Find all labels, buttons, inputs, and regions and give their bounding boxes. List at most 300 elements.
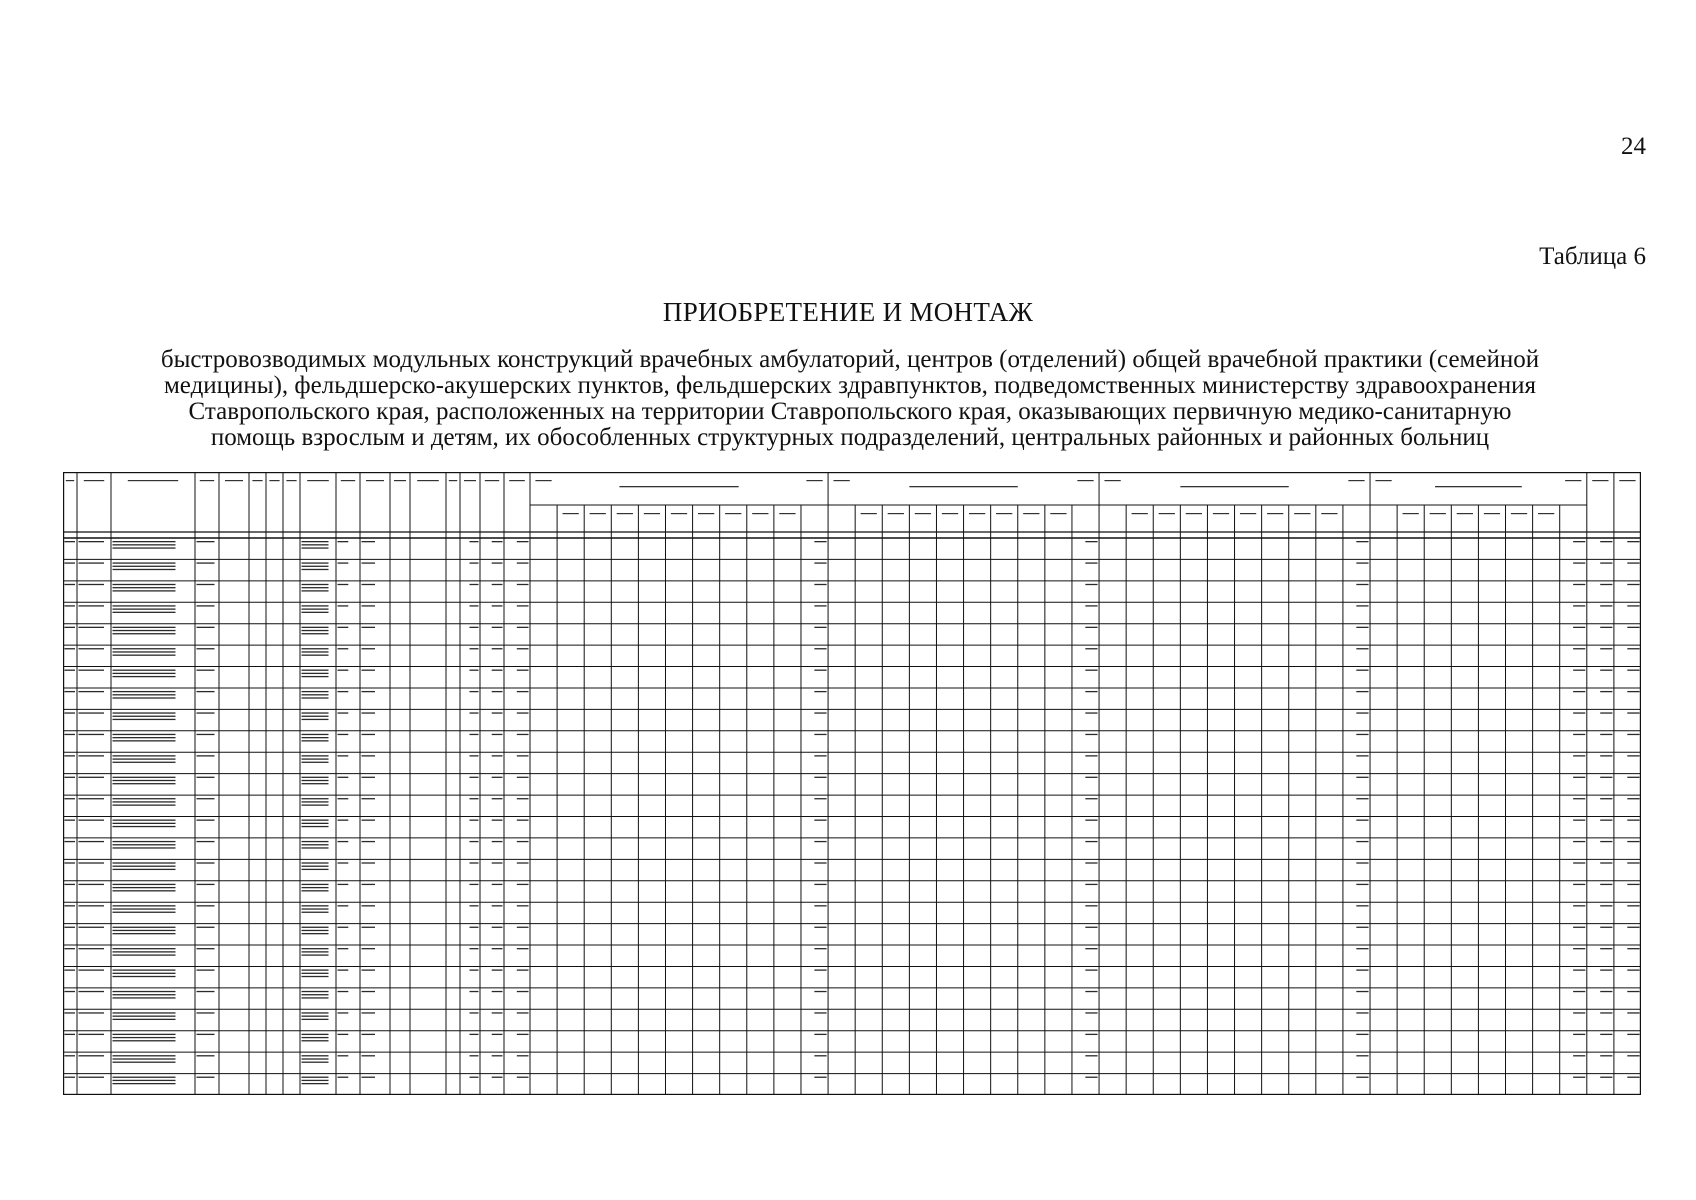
cell-text-mark [1573, 798, 1585, 799]
cell-text-mark [517, 734, 529, 735]
cell-text-mark [302, 1019, 329, 1020]
cell-text-mark [814, 1055, 826, 1056]
cell-text-mark [814, 884, 826, 885]
cell-text-mark [1627, 734, 1639, 735]
cell-text-mark [113, 951, 176, 952]
cell-text-mark [814, 691, 826, 692]
cell-text-mark [492, 627, 503, 628]
header-text-mark [563, 513, 579, 514]
cell-text-mark [1600, 798, 1612, 799]
cell-text-mark [65, 627, 76, 628]
cell-text-mark [197, 862, 215, 863]
cell-text-mark [1356, 541, 1368, 542]
cell-text-mark [113, 605, 176, 606]
cell-text-mark [362, 755, 376, 756]
cell-text-mark [302, 976, 329, 977]
header-text-mark [286, 480, 296, 481]
subtitle-line-2: медицины), фельдшерско-акушерских пунктов, фельдшерских здравпунктов, подведомственных министерству здравоохранения [163, 372, 1536, 399]
cell-text-mark [338, 1034, 349, 1035]
header-text-mark [1403, 513, 1419, 514]
cell-text-mark [1085, 777, 1097, 778]
header-text-mark [1592, 480, 1608, 481]
header-text-mark [200, 480, 214, 481]
cell-text-mark [65, 927, 76, 928]
cell-text-mark [302, 1055, 329, 1056]
cell-text-mark [1085, 562, 1097, 563]
subtitle-line-4: помощь взрослым и детям, их обособленных структурных подразделений, центральных районных и районных больниц [210, 424, 1490, 451]
cell-text-mark [79, 734, 105, 735]
cell-text-mark [1600, 670, 1612, 671]
cell-text-mark [113, 912, 176, 913]
cell-text-mark [65, 820, 76, 821]
cell-text-mark [79, 584, 105, 585]
cell-text-mark [362, 862, 376, 863]
cell-text-mark [197, 777, 215, 778]
cell-text-mark [1356, 627, 1368, 628]
cell-text-mark [1085, 1034, 1097, 1035]
cell-text-mark [302, 954, 329, 955]
cell-text-mark [1573, 755, 1585, 756]
cell-text-mark [1356, 969, 1368, 970]
cell-text-mark [113, 676, 176, 677]
cell-text-mark [362, 969, 376, 970]
header-text-mark [417, 480, 439, 481]
cell-text-mark [113, 691, 176, 692]
cell-text-mark [517, 584, 529, 585]
cell-text-mark [113, 734, 176, 735]
cell-text-mark [517, 798, 529, 799]
cell-text-mark [1573, 862, 1585, 863]
cell-text-mark [470, 1034, 479, 1035]
cell-text-mark [302, 716, 329, 717]
cell-text-mark [113, 862, 176, 863]
cell-text-mark [362, 777, 376, 778]
cell-text-mark [113, 826, 176, 827]
cell-text-mark [302, 734, 329, 735]
cell-text-mark [1085, 927, 1097, 928]
cell-text-mark [1573, 1012, 1585, 1013]
cell-text-mark [113, 569, 176, 570]
cell-text-mark [197, 691, 215, 692]
cell-text-mark [470, 584, 479, 585]
cell-text-mark [197, 991, 215, 992]
cell-text-mark [814, 605, 826, 606]
cell-text-mark [79, 541, 105, 542]
cell-text-mark [65, 755, 76, 756]
header-text-mark [1375, 480, 1391, 481]
cell-text-mark [362, 841, 376, 842]
cell-text-mark [362, 605, 376, 606]
cell-text-mark [814, 862, 826, 863]
cell-text-mark [113, 783, 176, 784]
cell-text-mark [1085, 798, 1097, 799]
cell-text-mark [302, 612, 329, 613]
cell-text-mark [302, 862, 329, 863]
cell-text-mark [113, 1019, 176, 1020]
cell-text-mark [470, 605, 479, 606]
cell-text-mark [814, 712, 826, 713]
cell-text-mark [362, 734, 376, 735]
cell-text-mark [1356, 798, 1368, 799]
cell-text-mark [814, 948, 826, 949]
cell-text-mark [1085, 969, 1097, 970]
cell-text-mark [1356, 1055, 1368, 1056]
cell-text-mark [1085, 991, 1097, 992]
cell-text-mark [1627, 755, 1639, 756]
cell-text-mark [113, 1037, 176, 1038]
cell-text-mark [65, 584, 76, 585]
cell-text-mark [338, 798, 349, 799]
cell-text-mark [113, 627, 176, 628]
header-text-mark [806, 480, 822, 481]
header-text-mark [1077, 480, 1093, 481]
cell-text-mark [338, 991, 349, 992]
cell-text-mark [1627, 605, 1639, 606]
cell-text-mark [302, 1037, 329, 1038]
cell-text-mark [1356, 755, 1368, 756]
cell-text-mark [1356, 927, 1368, 928]
cell-text-mark [1573, 884, 1585, 885]
cell-text-mark [492, 755, 503, 756]
cell-text-mark [517, 1055, 529, 1056]
cell-text-mark [79, 820, 105, 821]
cell-text-mark [113, 869, 176, 870]
cell-text-mark [302, 948, 329, 949]
cell-text-mark [65, 798, 76, 799]
cell-text-mark [113, 762, 176, 763]
cell-text-mark [338, 1055, 349, 1056]
cell-text-mark [492, 648, 503, 649]
cell-text-mark [1573, 948, 1585, 949]
cell-text-mark [517, 541, 529, 542]
cell-text-mark [302, 908, 329, 909]
cell-text-mark [338, 841, 349, 842]
cell-text-mark [1356, 841, 1368, 842]
cell-text-mark [65, 562, 76, 563]
cell-text-mark [1627, 1012, 1639, 1013]
cell-text-mark [302, 740, 329, 741]
cell-text-mark [197, 755, 215, 756]
cell-text-mark [1573, 562, 1585, 563]
cell-text-mark [302, 587, 329, 588]
cell-text-mark [113, 1062, 176, 1063]
cell-text-mark [302, 719, 329, 720]
cell-text-mark [302, 844, 329, 845]
cell-text-mark [470, 841, 479, 842]
cell-text-mark [492, 712, 503, 713]
cell-text-mark [517, 605, 529, 606]
header-text-mark [1484, 513, 1500, 514]
cell-text-mark [814, 905, 826, 906]
cell-text-mark [814, 648, 826, 649]
cell-text-mark [1085, 670, 1097, 671]
cell-text-mark [79, 927, 105, 928]
cell-text-mark [113, 673, 176, 674]
cell-text-mark [302, 627, 329, 628]
cell-text-mark [79, 862, 105, 863]
cell-text-mark [65, 1055, 76, 1056]
cell-text-mark [1627, 712, 1639, 713]
cell-text-mark [65, 841, 76, 842]
cell-text-mark [302, 994, 329, 995]
cell-text-mark [492, 605, 503, 606]
cell-text-mark [65, 991, 76, 992]
cell-text-mark [470, 820, 479, 821]
cell-text-mark [113, 712, 176, 713]
cell-text-mark [302, 544, 329, 545]
cell-text-mark [302, 783, 329, 784]
group-header-text-mark [619, 486, 738, 487]
cell-text-mark [1627, 991, 1639, 992]
cell-text-mark [113, 719, 176, 720]
cell-text-mark [302, 608, 329, 609]
cell-text-mark [302, 676, 329, 677]
cell-text-mark [65, 948, 76, 949]
cell-text-mark [1356, 820, 1368, 821]
cell-text-mark [1600, 777, 1612, 778]
cell-text-mark [492, 798, 503, 799]
cell-text-mark [302, 777, 329, 778]
cell-text-mark [814, 991, 826, 992]
cell-text-mark [113, 820, 176, 821]
cell-text-mark [113, 541, 176, 542]
cell-text-mark [517, 691, 529, 692]
cell-text-mark [65, 1034, 76, 1035]
cell-text-mark [79, 905, 105, 906]
cell-text-mark [79, 777, 105, 778]
cell-text-mark [1356, 712, 1368, 713]
cell-text-mark [302, 737, 329, 738]
cell-text-mark [470, 927, 479, 928]
header-text-mark [269, 480, 279, 481]
header-text-mark [1321, 513, 1337, 514]
cell-text-mark [1356, 777, 1368, 778]
cell-text-mark [814, 541, 826, 542]
cell-text-mark [362, 820, 376, 821]
cell-text-mark [302, 562, 329, 563]
cell-text-mark [197, 820, 215, 821]
cell-text-mark [1085, 734, 1097, 735]
header-text-mark [1511, 513, 1527, 514]
cell-text-mark [79, 755, 105, 756]
cell-text-mark [302, 1016, 329, 1017]
cell-text-mark [1627, 884, 1639, 885]
cell-text-mark [1627, 969, 1639, 970]
group-header-text-mark [1180, 486, 1288, 487]
cell-text-mark [470, 648, 479, 649]
cell-text-mark [1627, 862, 1639, 863]
document-subtitle [70, 347, 1630, 451]
cell-text-mark [302, 969, 329, 970]
cell-text-mark [302, 633, 329, 634]
cell-text-mark [492, 905, 503, 906]
cell-text-mark [517, 712, 529, 713]
cell-text-mark [470, 670, 479, 671]
cell-text-mark [113, 590, 176, 591]
cell-text-mark [197, 712, 215, 713]
cell-text-mark [470, 777, 479, 778]
document-title: ПРИОБРЕТЕНИЕ И МОНТАЖ [662, 297, 1034, 327]
header-text-mark [888, 513, 904, 514]
cell-text-mark [1573, 691, 1585, 692]
cell-text-mark [1600, 948, 1612, 949]
cell-text-mark [1085, 691, 1097, 692]
header-text-mark [509, 480, 525, 481]
cell-text-mark [338, 777, 349, 778]
cell-text-mark [1627, 627, 1639, 628]
header-text-mark [1240, 513, 1256, 514]
cell-text-mark [113, 890, 176, 891]
cell-text-mark [79, 627, 105, 628]
cell-text-mark [113, 908, 176, 909]
cell-text-mark [113, 1077, 176, 1078]
cell-text-mark [1573, 541, 1585, 542]
cell-text-mark [814, 670, 826, 671]
cell-text-mark [79, 562, 105, 563]
cell-text-mark [113, 562, 176, 563]
cell-text-mark [302, 1034, 329, 1035]
header-text-mark [725, 513, 741, 514]
cell-text-mark [362, 1077, 376, 1078]
cell-text-mark [814, 777, 826, 778]
cell-text-mark [302, 1040, 329, 1041]
cell-text-mark [113, 716, 176, 717]
cell-text-mark [517, 905, 529, 906]
cell-text-mark [1356, 562, 1368, 563]
cell-text-mark [1085, 820, 1097, 821]
cell-text-mark [113, 755, 176, 756]
cell-text-mark [1627, 777, 1639, 778]
cell-text-mark [79, 841, 105, 842]
header-text-mark [942, 513, 958, 514]
cell-text-mark [113, 566, 176, 567]
cell-text-mark [1627, 798, 1639, 799]
cell-text-mark [492, 1012, 503, 1013]
header-text-mark [1348, 480, 1364, 481]
cell-text-mark [338, 562, 349, 563]
subtitle-line-1: быстровозводимых модульных конструкций врачебных амбулаторий, центров (отделений) общей врачебной практики (семейной [160, 346, 1540, 373]
header-text-mark [915, 513, 931, 514]
cell-text-mark [79, 1077, 105, 1078]
header-text-mark [1294, 513, 1310, 514]
cell-text-mark [113, 801, 176, 802]
cell-text-mark [814, 1034, 826, 1035]
cell-text-mark [302, 584, 329, 585]
cell-text-mark [197, 670, 215, 671]
cell-text-mark [362, 541, 376, 542]
cell-text-mark [302, 866, 329, 867]
cell-text-mark [1573, 969, 1585, 970]
cell-text-mark [79, 969, 105, 970]
cell-text-mark [1627, 670, 1639, 671]
cell-text-mark [197, 1055, 215, 1056]
cell-text-mark [338, 734, 349, 735]
cell-text-mark [1356, 584, 1368, 585]
cell-text-mark [79, 1055, 105, 1056]
cell-text-mark [1085, 884, 1097, 885]
header-text-mark [671, 513, 687, 514]
cell-text-mark [1085, 862, 1097, 863]
cell-text-mark [113, 905, 176, 906]
header-text-mark [1430, 513, 1446, 514]
cell-text-mark [79, 691, 105, 692]
cell-text-mark [492, 884, 503, 885]
cell-text-mark [113, 758, 176, 759]
cell-text-mark [362, 905, 376, 906]
cell-text-mark [113, 1034, 176, 1035]
header-text-mark [225, 480, 243, 481]
cell-text-mark [302, 694, 329, 695]
cell-text-mark [1600, 541, 1612, 542]
cell-text-mark [302, 712, 329, 713]
cell-text-mark [1356, 734, 1368, 735]
cell-text-mark [65, 648, 76, 649]
cell-text-mark [338, 755, 349, 756]
cell-text-mark [470, 1012, 479, 1013]
cell-text-mark [362, 562, 376, 563]
cell-text-mark [113, 737, 176, 738]
cell-text-mark [1600, 927, 1612, 928]
cell-text-mark [113, 777, 176, 778]
cell-text-mark [1573, 712, 1585, 713]
cell-text-mark [470, 991, 479, 992]
header-text-mark [128, 480, 178, 481]
cell-text-mark [470, 541, 479, 542]
cell-text-mark [197, 1034, 215, 1035]
cell-text-mark [338, 905, 349, 906]
cell-text-mark [197, 798, 215, 799]
cell-text-mark [65, 734, 76, 735]
cell-text-mark [338, 1077, 349, 1078]
cell-text-mark [302, 1080, 329, 1081]
cell-text-mark [517, 562, 529, 563]
cell-text-mark [302, 991, 329, 992]
header-text-mark [861, 513, 877, 514]
cell-text-mark [1356, 862, 1368, 863]
cell-text-mark [197, 905, 215, 906]
cell-text-mark [1356, 1034, 1368, 1035]
cell-text-mark [113, 841, 176, 842]
cell-text-mark [302, 1058, 329, 1059]
cell-text-mark [302, 930, 329, 931]
cell-text-mark [1600, 991, 1612, 992]
cell-text-mark [1573, 648, 1585, 649]
cell-text-mark [814, 562, 826, 563]
header-text-mark [66, 480, 74, 481]
cell-text-mark [517, 755, 529, 756]
cell-text-mark [302, 869, 329, 870]
cell-text-mark [492, 734, 503, 735]
cell-text-mark [197, 562, 215, 563]
cell-text-mark [113, 798, 176, 799]
cell-text-mark [492, 1055, 503, 1056]
cell-text-mark [1085, 627, 1097, 628]
cell-text-mark [113, 976, 176, 977]
cell-text-mark [302, 884, 329, 885]
cell-text-mark [302, 933, 329, 934]
cell-text-mark [302, 1083, 329, 1084]
cell-text-mark [65, 1077, 76, 1078]
cell-text-mark [1600, 905, 1612, 906]
cell-text-mark [470, 691, 479, 692]
cell-text-mark [1573, 841, 1585, 842]
cell-text-mark [113, 933, 176, 934]
cell-text-mark [1627, 948, 1639, 949]
cell-text-mark [517, 927, 529, 928]
cell-text-mark [470, 562, 479, 563]
data-table [63, 472, 1641, 1095]
header-text-mark [698, 513, 714, 514]
